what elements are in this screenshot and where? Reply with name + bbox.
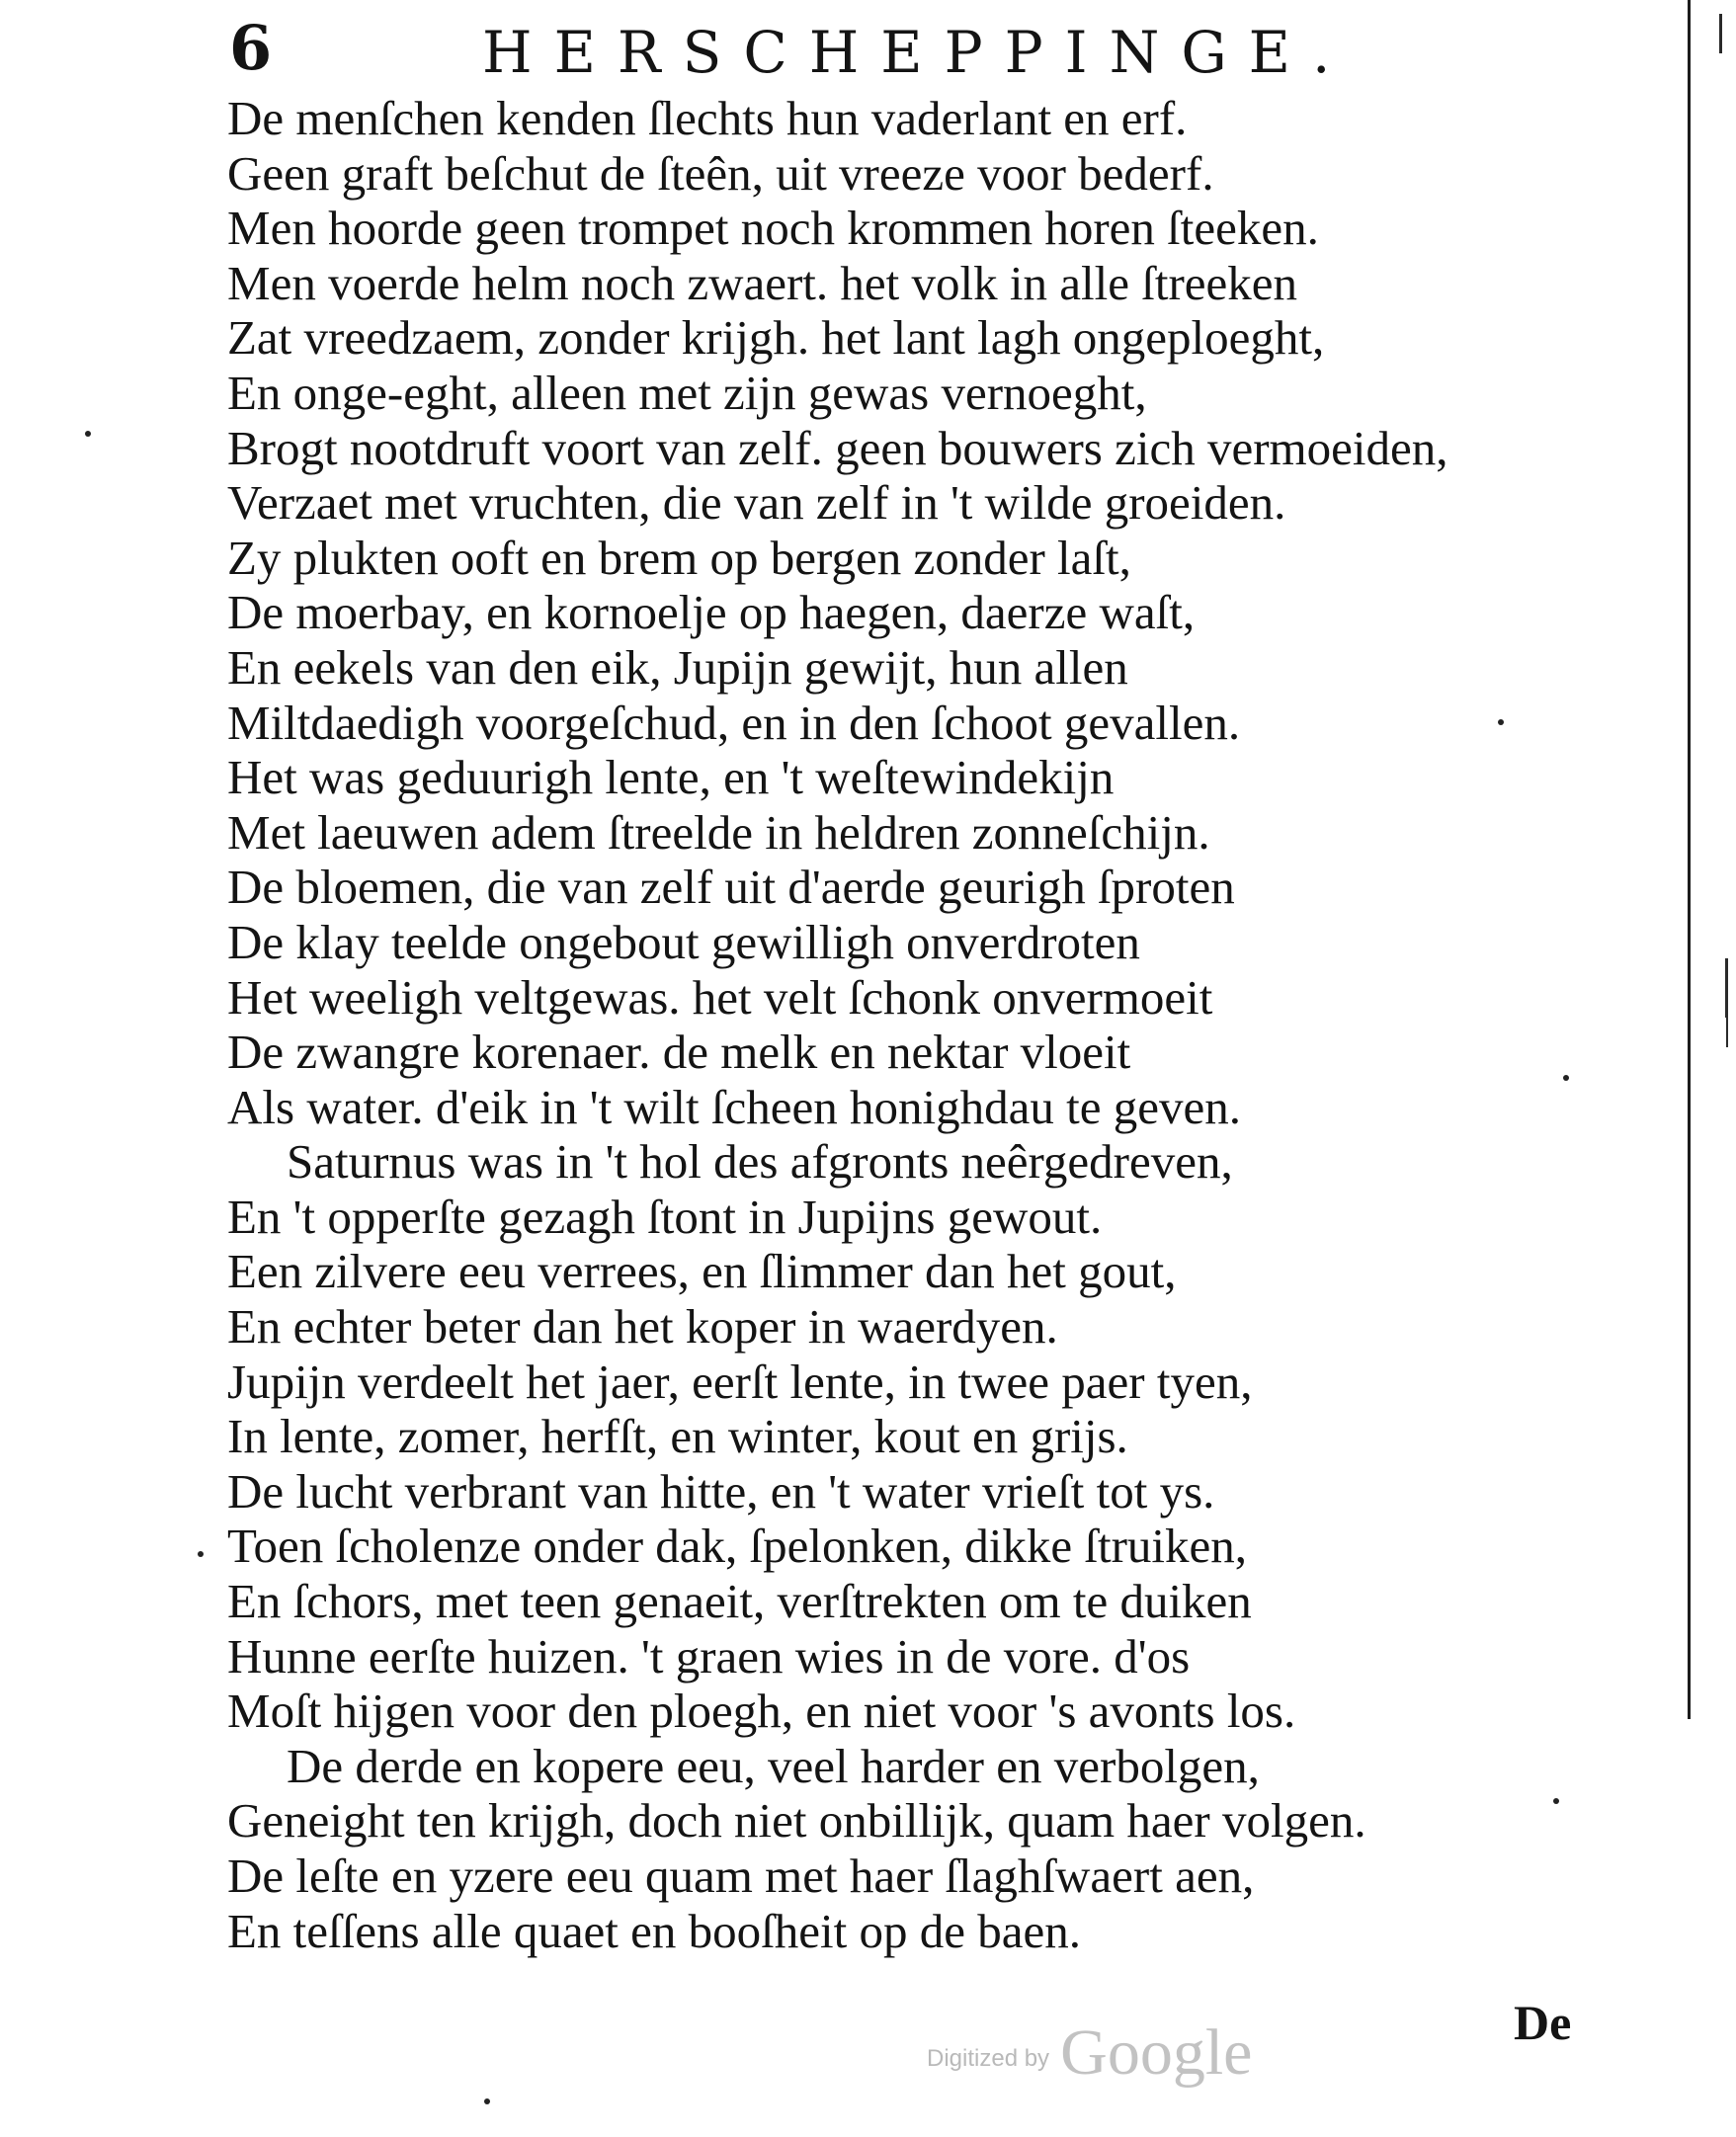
verse-line: De zwangre korenaer. de melk en nektar vloeit [227,1025,1131,1080]
verse-line: Een zilvere eeu verrees, en ſlimmer dan het gout, [227,1244,1177,1299]
verse-line: Verzaet met vruchten, die van zelf in 't wilde groeiden. [227,475,1286,531]
verse-line: Hunne eerſte huizen. 't graen wies in de vore. d'os [227,1628,1191,1684]
verse-line: Zy plukten ooft en brem op bergen zonder laſt, [227,530,1131,585]
watermark-brand: Google [1060,2016,1253,2089]
ink-speck [484,2098,490,2104]
verse-line: En echter beter dan het koper in waerdyen. [227,1299,1058,1355]
running-header: HERSCHEPPINGE. [482,19,1353,86]
verse-line: De moerbay, en kornoelje op haegen, daerze waſt, [227,585,1196,640]
verse-line: Men voerde helm noch zwaert. het volk in alle ſtreeken [227,255,1298,310]
page-edge-mark [1725,958,1728,1018]
verse-line: In lente, zomer, herfſt, en winter, kout en grijs. [227,1409,1128,1464]
verse-line: De derde en kopere eeu, veel harder en verbolgen, [287,1738,1260,1793]
verse-line: De lucht verbrant van hitte, en 't water vrieſt tot ys. [227,1463,1215,1519]
verse-line: De bloemen, die van zelf uit d'aerde geurigh ſproten [227,860,1235,915]
verse-line: De menſchen kenden ſlechts hun vaderlant en erf. [227,91,1188,145]
digitization-watermark [927,2015,1252,2091]
verse-line: Miltdaedigh voorgeſchud, en in den ſchoot gevallen. [227,695,1241,750]
ink-speck [198,1551,204,1557]
catchword: De [1514,1995,1572,2050]
page-edge-mark [1719,14,1722,53]
verse-line: Moſt hijgen voor den ploegh, en niet voor 's avonts los. [227,1684,1296,1739]
verse-line: Het was geduurigh lente, en 't weſtewindekijn [227,750,1115,805]
verse-line: Met laeuwen adem ſtreelde in heldren zonneſchijn. [227,804,1210,860]
verse-line: En onge-eght, alleen met zijn gewas vernoeght, [227,365,1147,420]
verse-line: En 't opperſte gezagh ſtont in Jupijns gewout. [227,1189,1103,1244]
verse-line: En teſſens alle quaet en booſheit op de baen. [227,1903,1082,1958]
verse-line: Als water. d'eik in 't wilt ſcheen honighdau te geven. [227,1079,1241,1134]
page-edge-mark [1726,1018,1728,1047]
verse-line: Zat vreedzaem, zonder krijgh. het lant lagh ongeploeght, [227,310,1325,366]
verse-line: Geneight ten krijgh, doch niet onbillijk, quam haer volgen. [227,1793,1366,1849]
verse-line: Toen ſcholenze onder dak, ſpelonken, dikke ſtruiken, [227,1519,1248,1574]
verse-line: De leſte en yzere eeu quam met haer ſlaghſwaert aen, [227,1849,1255,1903]
verse-line: Saturnus was in 't hol des afgronts neêrgedreven, [287,1134,1233,1190]
verse-block [227,91,1630,1958]
verse-line: Brogt nootdruft voort van zelf. geen bouwers zich vermoeiden, [227,420,1448,475]
page-edge-rule [1688,0,1691,1719]
verse-line: De klay teelde ongebout gewilligh onverdroten [227,914,1140,969]
verse-line: Het weeligh veltgewas. het velt ſchonk onvermoeit [227,969,1213,1025]
verse-line: Geen graft beſchut de ſteên, uit vreeze voor bederf. [227,145,1214,201]
verse-line: En ſchors, met teen genaeit, verſtrekten om te duiken [227,1574,1252,1629]
ink-speck [85,431,91,437]
verse-line: Men hoorde geen trompet noch krommen horen ſteeken. [227,201,1319,256]
verse-line: En eekels van den eik, Jupijn gewijt, hun allen [227,639,1128,695]
page-number: 6 [229,12,273,84]
watermark-prefix: Digitized by [927,2045,1050,2072]
verse-line: Jupijn verdeelt het jaer, eerſt lente, in twee paer tyen, [227,1354,1253,1409]
